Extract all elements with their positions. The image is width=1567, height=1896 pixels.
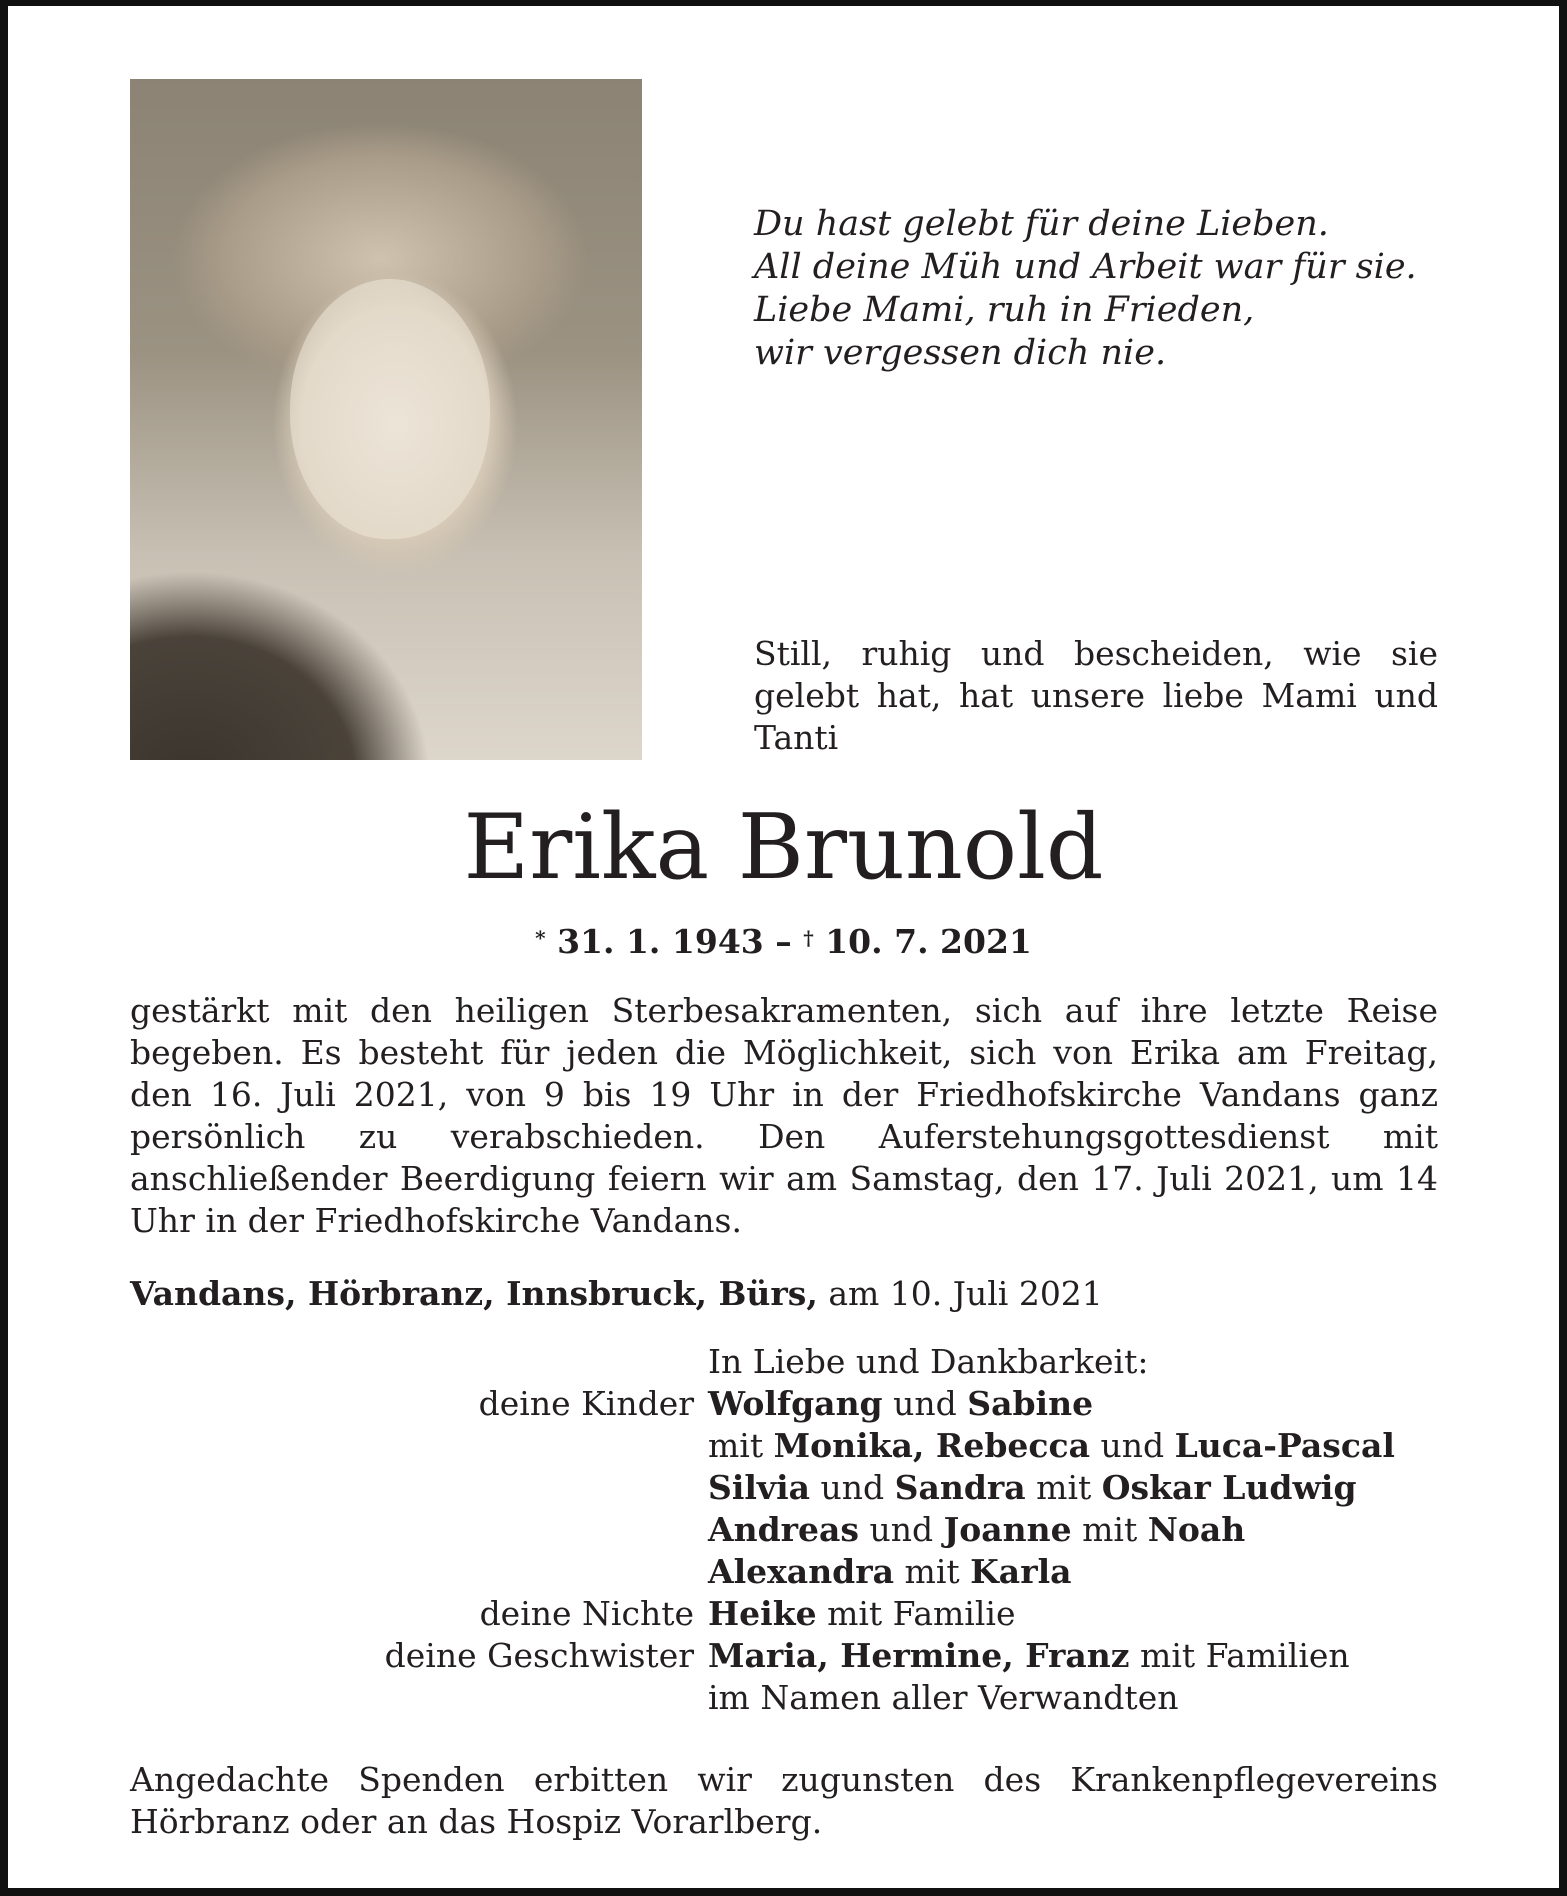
place-towns: Vandans, Hörbranz, Innsbruck, Bürs, xyxy=(130,1274,818,1313)
connector-text: mit Familie xyxy=(816,1594,1016,1633)
relative-names xyxy=(708,1509,1438,1551)
connector-text: und xyxy=(882,1384,968,1423)
death-date: 10. 7. 2021 xyxy=(825,922,1032,961)
connector-text: und xyxy=(859,1510,944,1549)
relative-name: Joanne xyxy=(943,1510,1072,1549)
relative-names xyxy=(708,1425,1438,1467)
relative-names xyxy=(708,1551,1438,1593)
relation-label: deine Kinder xyxy=(478,1384,694,1423)
deceased-name: Erika Brunold xyxy=(463,795,1104,900)
relative-name: Luca-Pascal xyxy=(1174,1426,1395,1465)
relation-label: deine Nichte xyxy=(479,1594,694,1633)
relation-label xyxy=(130,1551,708,1593)
memorial-poem xyxy=(754,203,1417,375)
poem-line: Liebe Mami, ruh in Frieden, xyxy=(754,290,1255,330)
signature-row xyxy=(130,1509,1438,1551)
connector-text: im Namen aller Verwandten xyxy=(708,1678,1179,1717)
signatures-heading-row xyxy=(130,1341,1438,1383)
relative-name: Maria, Hermine, Franz xyxy=(708,1636,1130,1675)
signature-row xyxy=(130,1551,1438,1593)
connector-text: mit xyxy=(708,1426,774,1465)
intro-text: Still, ruhig und bescheiden, wie sie gelebt hat, hat unsere liebe Mami und Tanti xyxy=(754,634,1438,757)
connector-text: mit Familien xyxy=(1129,1636,1350,1675)
birth-date: 31. 1. 1943 xyxy=(557,922,764,961)
poem-line: wir vergessen dich nie. xyxy=(754,333,1167,373)
relation-label xyxy=(130,1467,708,1509)
connector-text: mit xyxy=(1025,1468,1102,1507)
signature-rows xyxy=(130,1383,1438,1719)
signature-row xyxy=(130,1383,1438,1425)
donation-note: Angedachte Spenden erbitten wir zugunsten des Krankenpflegevereins Hörbranz oder an das Hospiz Vorarlberg. xyxy=(130,1760,1438,1841)
relation-label: deine Geschwister xyxy=(384,1636,694,1675)
relative-names xyxy=(708,1677,1438,1719)
relative-name: Andreas xyxy=(708,1510,860,1549)
funeral-details: gestärkt mit den heiligen Sterbesakramenten, sich auf ihre letzte Reise begeben. Es besteht für jeden die Möglichkeit, sich von Erika am Freitag, den 16. Juli 2021, von 9 bis 19 Uhr in der Friedhofskirche Vandans ganz persönlich zu verabschieden. Den Auferstehungsgottesdienst mit anschließender Beerdigung feiern wir am Samstag, den 17. Juli 2021, um 14 Uhr in der Friedhofskirche Vandans. xyxy=(130,991,1438,1240)
relative-name: Sabine xyxy=(967,1384,1094,1423)
relative-name: Karla xyxy=(970,1552,1072,1591)
relative-name: Sandra xyxy=(894,1468,1026,1507)
relation-label xyxy=(130,1425,708,1467)
relative-name: Alexandra xyxy=(708,1552,895,1591)
death-symbol: † xyxy=(803,926,814,950)
connector-text: mit xyxy=(894,1552,971,1591)
relative-name: Silvia xyxy=(708,1468,810,1507)
portrait-photo xyxy=(130,79,642,760)
relation-label xyxy=(130,1509,708,1551)
connector-text: mit xyxy=(1071,1510,1148,1549)
relative-name: Monika, Rebecca xyxy=(773,1426,1090,1465)
place-and-date xyxy=(130,1273,1103,1315)
signatures-heading: In Liebe und Dankbarkeit: xyxy=(708,1342,1149,1381)
relation-label xyxy=(130,1677,708,1719)
relative-names xyxy=(708,1593,1438,1635)
relative-names xyxy=(708,1383,1438,1425)
notice-date: am 10. Juli 2021 xyxy=(828,1274,1103,1313)
connector-text: und xyxy=(810,1468,895,1507)
relative-name: Wolfgang xyxy=(708,1384,883,1423)
signature-row xyxy=(130,1593,1438,1635)
life-dates xyxy=(0,920,1567,964)
signature-row xyxy=(130,1635,1438,1677)
birth-symbol: * xyxy=(535,926,546,950)
signature-row xyxy=(130,1425,1438,1467)
poem-line: All deine Müh und Arbeit war für sie. xyxy=(754,247,1417,287)
signature-row xyxy=(130,1677,1438,1719)
relative-name: Oskar Ludwig xyxy=(1101,1468,1357,1507)
signatures-block xyxy=(130,1341,1438,1719)
connector-text: und xyxy=(1089,1426,1175,1465)
date-separator: – xyxy=(763,922,804,961)
relative-name: Heike xyxy=(708,1594,817,1633)
portrait-coat-shadow xyxy=(130,500,642,760)
relative-name: Noah xyxy=(1147,1510,1246,1549)
signature-row xyxy=(130,1467,1438,1509)
poem-line: Du hast gelebt für deine Lieben. xyxy=(754,204,1329,244)
relative-names xyxy=(708,1635,1438,1677)
relative-names xyxy=(708,1467,1438,1509)
